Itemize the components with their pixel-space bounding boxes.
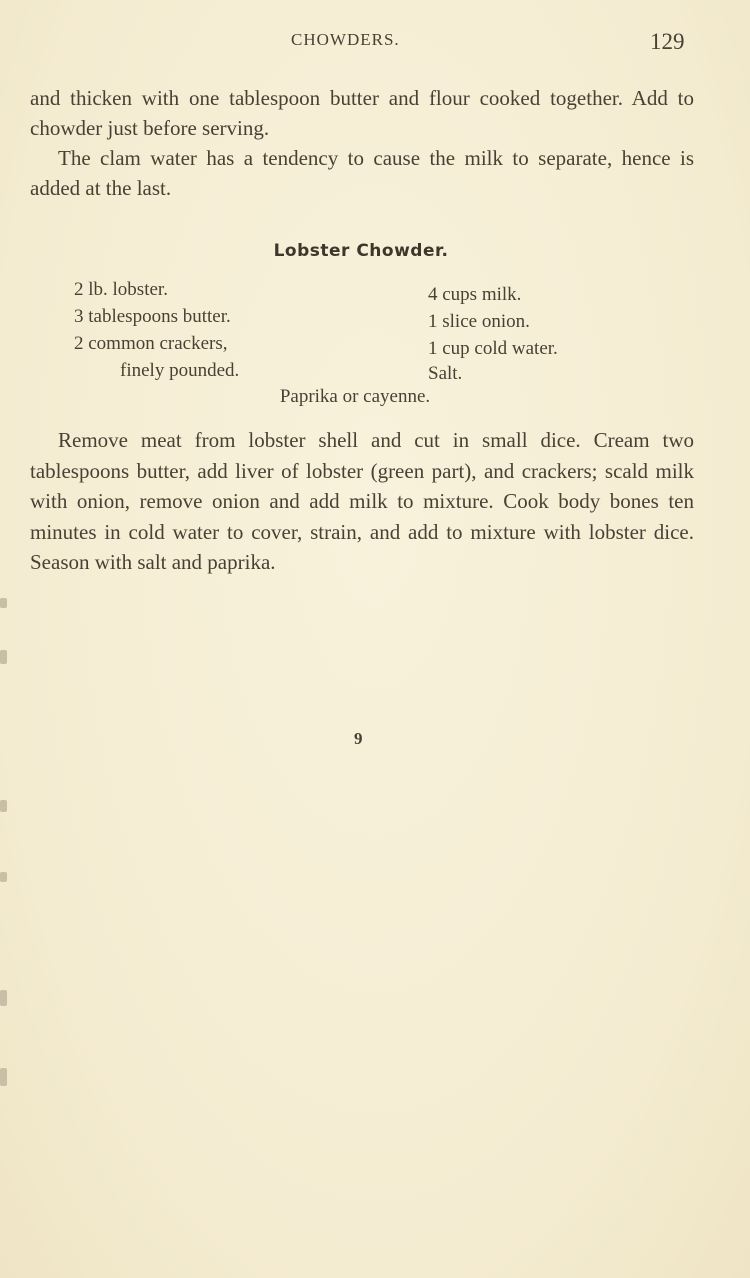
recipe-directions: Remove meat from lobster shell and cut in small dice. Cream two tablespoons butter, add liver of lobster (green part), and crackers; scald milk with onion, remove onion and add milk to mixture. Cook body bones ten minutes in cold water to cover, strain, and add to mixture with lobster dice. Season with salt and paprika.: [30, 428, 694, 574]
page-edge-wear: [0, 800, 7, 812]
ingredient-left-2: 3 tablespoons butter.: [74, 306, 231, 327]
ingredient-left-1: 2 lb. lobster.: [74, 279, 168, 300]
ingredient-left-3: 2 common crackers,: [74, 333, 228, 354]
ingredient-right-4: Salt.: [428, 363, 463, 384]
ingredient-right-1: 4 cups milk.: [428, 284, 522, 305]
ingredient-right-3: 1 cup cold water.: [428, 338, 558, 359]
page-edge-wear: [0, 598, 7, 608]
recipe-title: Lobster Chowder.: [273, 241, 449, 261]
paragraph-clam-water-note: The clam water has a tendency to cause the milk to separate, hence is added at the last.: [30, 146, 694, 200]
running-header-title: CHOWDERS.: [291, 30, 400, 49]
ingredient-center: Paprika or cayenne.: [279, 386, 431, 407]
page-number: 129: [650, 29, 685, 54]
ingredient-right-2: 1 slice onion.: [428, 311, 530, 332]
page-edge-wear: [0, 650, 7, 664]
page-edge-wear: [0, 872, 7, 882]
ingredient-left-4: finely pounded.: [120, 360, 240, 381]
page-edge-wear: [0, 1068, 7, 1086]
printer-signature-mark: 9: [354, 729, 363, 748]
page-edge-wear: [0, 990, 7, 1006]
paragraph-continuation: and thicken with one tablespoon butter and flour cooked together. Add to chowder just before serving.: [30, 86, 694, 140]
